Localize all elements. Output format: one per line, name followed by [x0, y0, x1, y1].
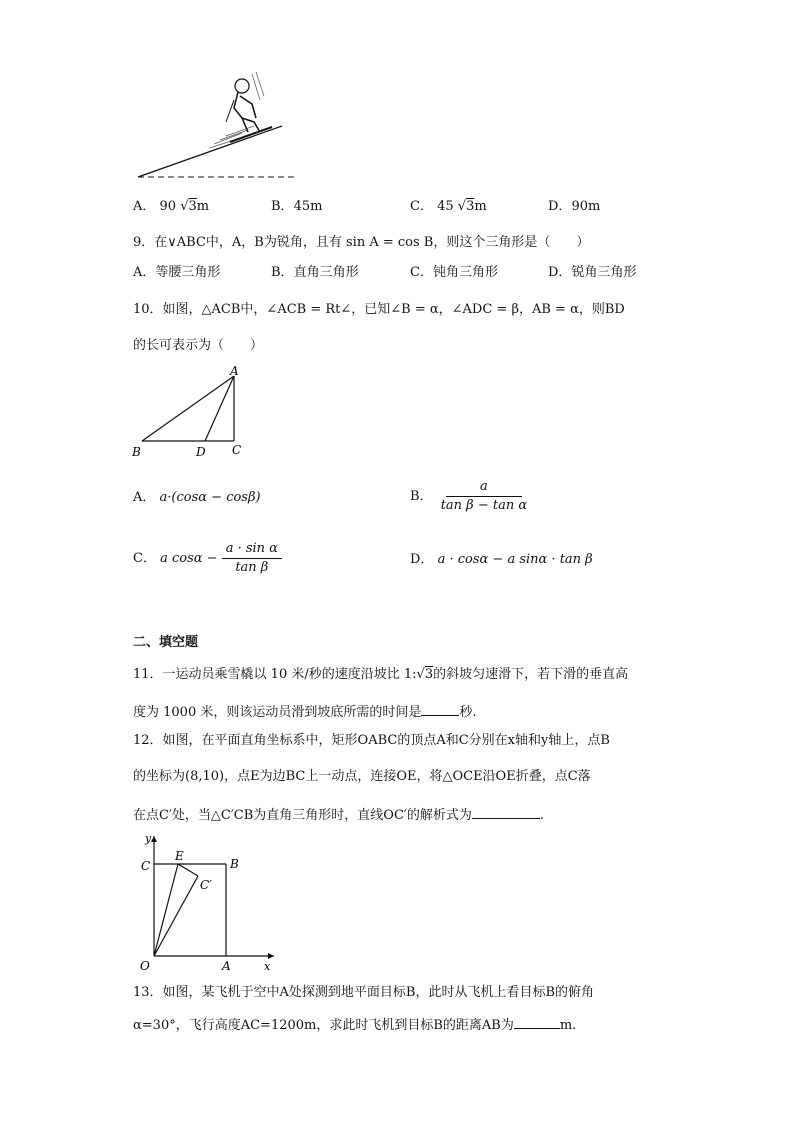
- option-text: 锐角三角形: [571, 265, 637, 280]
- option-letter: D．: [548, 265, 572, 280]
- q12-coordinate-figure: [138, 832, 278, 974]
- q12-line2: 的坐标为(8,10)，点E为边BC上一动点，连接OE，将△OCE沿OE折叠，点C落: [133, 769, 591, 784]
- option-text: 直角三角形: [293, 265, 359, 280]
- q13-text-a: α=30°，飞行高度AC=1200m，求此时飞机到目标B的距离AB为: [133, 1018, 514, 1033]
- q12-text-a: 在点C′处，当△C′CB为直角三角形时，直线OC′的解析式为: [133, 808, 472, 823]
- q13-line2: [133, 1014, 576, 1036]
- label-b: B: [132, 445, 141, 459]
- option-text: 45: [437, 199, 454, 214]
- label-b: B: [230, 857, 239, 871]
- q8-option-c[interactable]: [410, 197, 487, 217]
- fraction: [437, 478, 531, 515]
- option-letter: B．: [271, 199, 294, 214]
- option-letter: C．: [410, 199, 433, 214]
- label-a: A: [230, 364, 239, 378]
- option-unit: m: [196, 199, 210, 214]
- answer-blank[interactable]: [421, 701, 459, 716]
- q9-stem: 9．在∨ABC中，A，B为锐角，且有 sin A = cos B，则这个三角形是（ ）: [133, 235, 590, 250]
- q11-line2: [133, 701, 477, 723]
- q12-text-b: .: [539, 808, 544, 823]
- option-letter: A．: [133, 490, 156, 505]
- label-x: x: [264, 960, 271, 973]
- option-letter: C．: [410, 265, 433, 280]
- label-y: y: [145, 832, 152, 845]
- skier-figure: [130, 60, 310, 185]
- q9-option-a[interactable]: [133, 263, 220, 283]
- option-letter: B．: [410, 489, 433, 504]
- q13-line1: 13．如图，某飞机于空中A处探测到地平面目标B，此时从飞机上看目标B的俯角: [133, 985, 595, 1000]
- q11-text-b: 的斜坡匀速滑下，若下滑的垂直高: [433, 667, 629, 682]
- q12-line3: [133, 804, 544, 826]
- option-expr: a · cosα − a sinα · tan β: [437, 552, 593, 567]
- q13-text-b: m.: [559, 1018, 577, 1033]
- option-letter: A．: [133, 199, 156, 214]
- q10-option-b[interactable]: [410, 478, 531, 515]
- q9-option-c[interactable]: [410, 263, 498, 283]
- q8-option-a[interactable]: [133, 197, 209, 217]
- option-unit: m: [474, 199, 487, 214]
- label-c: C: [141, 859, 151, 873]
- q10-option-d[interactable]: [410, 550, 593, 570]
- answer-blank[interactable]: [514, 1014, 560, 1029]
- q8-option-b[interactable]: [271, 197, 322, 217]
- denominator: tan β − tan α: [440, 498, 528, 513]
- q10-triangle-figure: [128, 364, 258, 462]
- q11-text-a: 11．一运动员乘雪橇以 10 米/秒的速度沿坡比 1:: [133, 667, 417, 682]
- q10-stem-line1: 10．如图，△ACB中，∠ACB = Rt∠，已知∠B = α，∠ADC = β，AB = α，则BD: [133, 302, 625, 317]
- label-a: A: [222, 959, 231, 973]
- q11-line1: [133, 665, 628, 685]
- option-text: 90m: [571, 199, 601, 214]
- label-d: D: [196, 445, 206, 459]
- sqrt-symbol: √: [457, 199, 467, 214]
- sqrt-symbol: √: [416, 667, 425, 682]
- section-title: 二、填空题: [133, 635, 199, 650]
- option-letter: D．: [548, 199, 572, 214]
- q11-text-c: 度为 1000 米，则该运动员滑到坡底所需的时间是: [133, 705, 422, 720]
- label-c-prime: C′: [200, 878, 212, 892]
- fraction: [222, 540, 282, 577]
- numerator: a: [446, 478, 522, 497]
- q10-option-a[interactable]: [133, 488, 261, 508]
- q10-option-c[interactable]: [133, 540, 282, 577]
- denominator: tan β: [235, 560, 269, 575]
- sqrt-symbol: √: [180, 199, 189, 214]
- option-expr-prefix: a cosα −: [160, 551, 218, 566]
- sqrt-radicand: 3: [466, 199, 475, 214]
- option-letter: D．: [410, 552, 434, 567]
- option-letter: B．: [271, 265, 294, 280]
- q10-stem-line2: 的长可表示为（ ）: [133, 338, 264, 353]
- sqrt-radicand: 3: [188, 199, 197, 214]
- numerator: a · sin α: [222, 540, 282, 559]
- q9-option-b[interactable]: [271, 263, 359, 283]
- sqrt-radicand: 3: [424, 667, 434, 682]
- label-o: O: [140, 959, 150, 973]
- q11-text-d: 秒.: [459, 705, 477, 720]
- option-expr: a·(cosα − cosβ): [159, 490, 261, 505]
- q12-line1: 12．如图，在平面直角坐标系中，矩形OABC的顶点A和C分别在x轴和y轴上，点B: [133, 733, 610, 748]
- option-text: 等腰三角形: [155, 265, 221, 280]
- option-text: 45m: [293, 199, 323, 214]
- q9-option-d[interactable]: [548, 263, 636, 283]
- option-letter: A．: [133, 265, 156, 280]
- option-text: 钝角三角形: [432, 265, 498, 280]
- answer-blank[interactable]: [472, 804, 540, 819]
- option-letter: C．: [133, 551, 156, 566]
- label-c: C: [232, 443, 242, 457]
- q8-option-d[interactable]: [548, 197, 600, 217]
- option-text: 90: [159, 199, 177, 214]
- label-e: E: [175, 849, 184, 863]
